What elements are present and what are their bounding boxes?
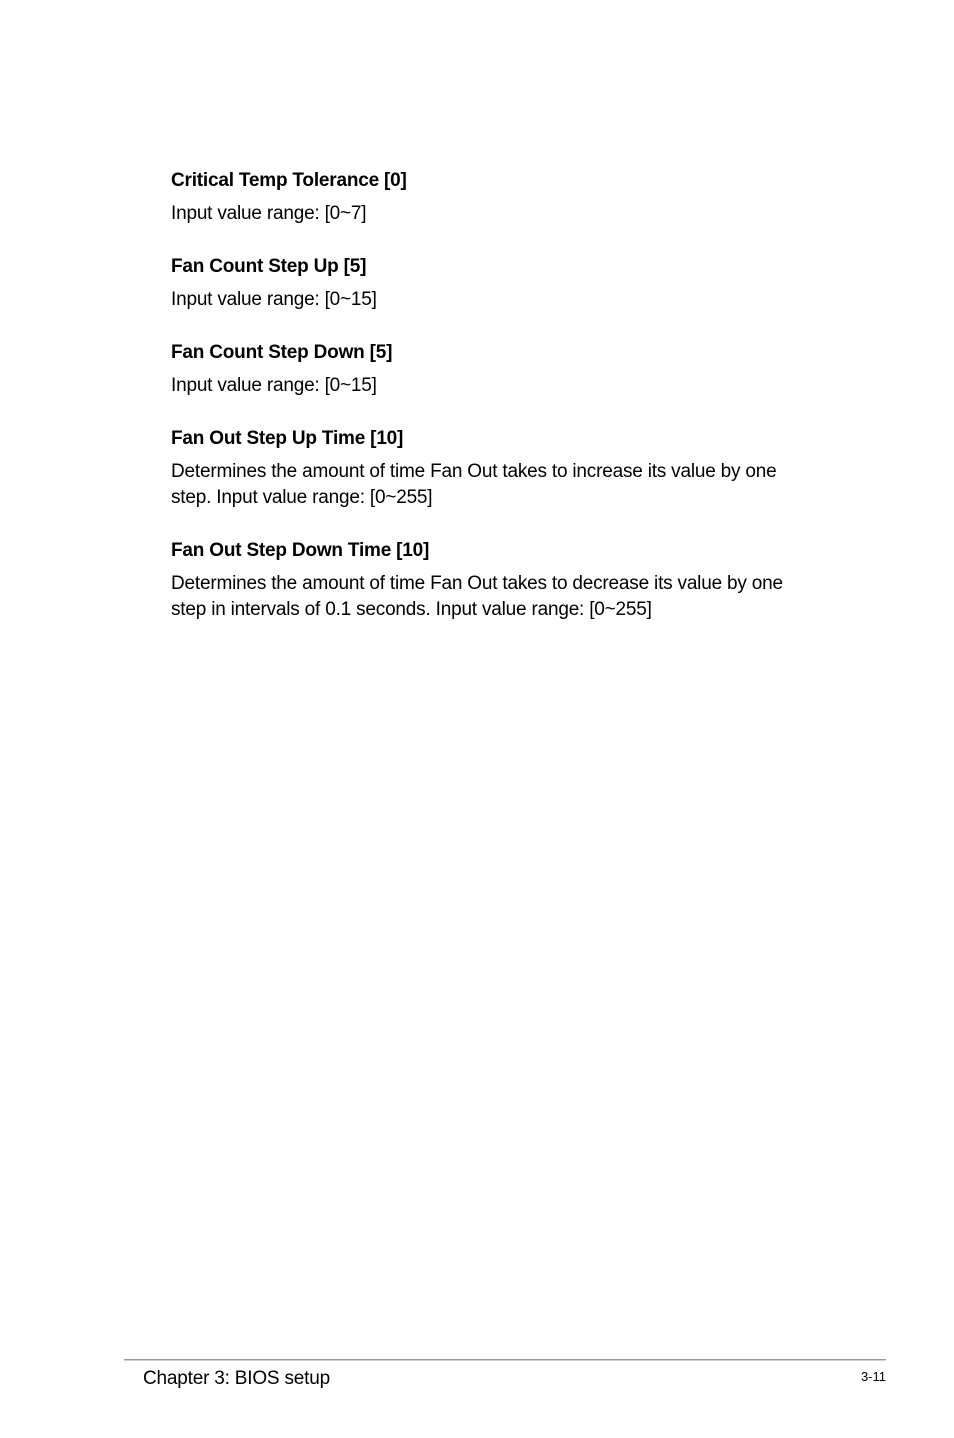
setting-critical-temp-tolerance [171, 168, 821, 227]
setting-title: Fan Count Step Up [5] [171, 256, 367, 277]
document-body [171, 168, 821, 650]
setting-title: Critical Temp Tolerance [0] [171, 170, 407, 191]
setting-fan-out-step-down-time [171, 538, 821, 623]
setting-description: Determines the amount of time Fan Out takes to decrease its value by one step in intervals of 0.1 seconds. Input value range: [0~255] [171, 573, 783, 620]
setting-description: Input value range: [0~15] [171, 289, 377, 310]
setting-fan-count-step-down [171, 340, 821, 399]
footer-chapter-title: Chapter 3: BIOS setup [143, 1368, 330, 1389]
setting-description: Determines the amount of time Fan Out takes to increase its value by one step. Input value range: [0~255] [171, 461, 777, 508]
setting-title: Fan Count Step Down [5] [171, 342, 393, 363]
setting-title: Fan Out Step Up Time [10] [171, 428, 404, 449]
setting-description: Input value range: [0~7] [171, 203, 367, 224]
footer-divider [124, 1359, 886, 1361]
setting-fan-out-step-up-time [171, 426, 821, 511]
setting-description: Input value range: [0~15] [171, 375, 377, 396]
setting-title: Fan Out Step Down Time [10] [171, 540, 430, 561]
setting-fan-count-step-up [171, 254, 821, 313]
footer-page-number: 3-11 [860, 1369, 886, 1384]
